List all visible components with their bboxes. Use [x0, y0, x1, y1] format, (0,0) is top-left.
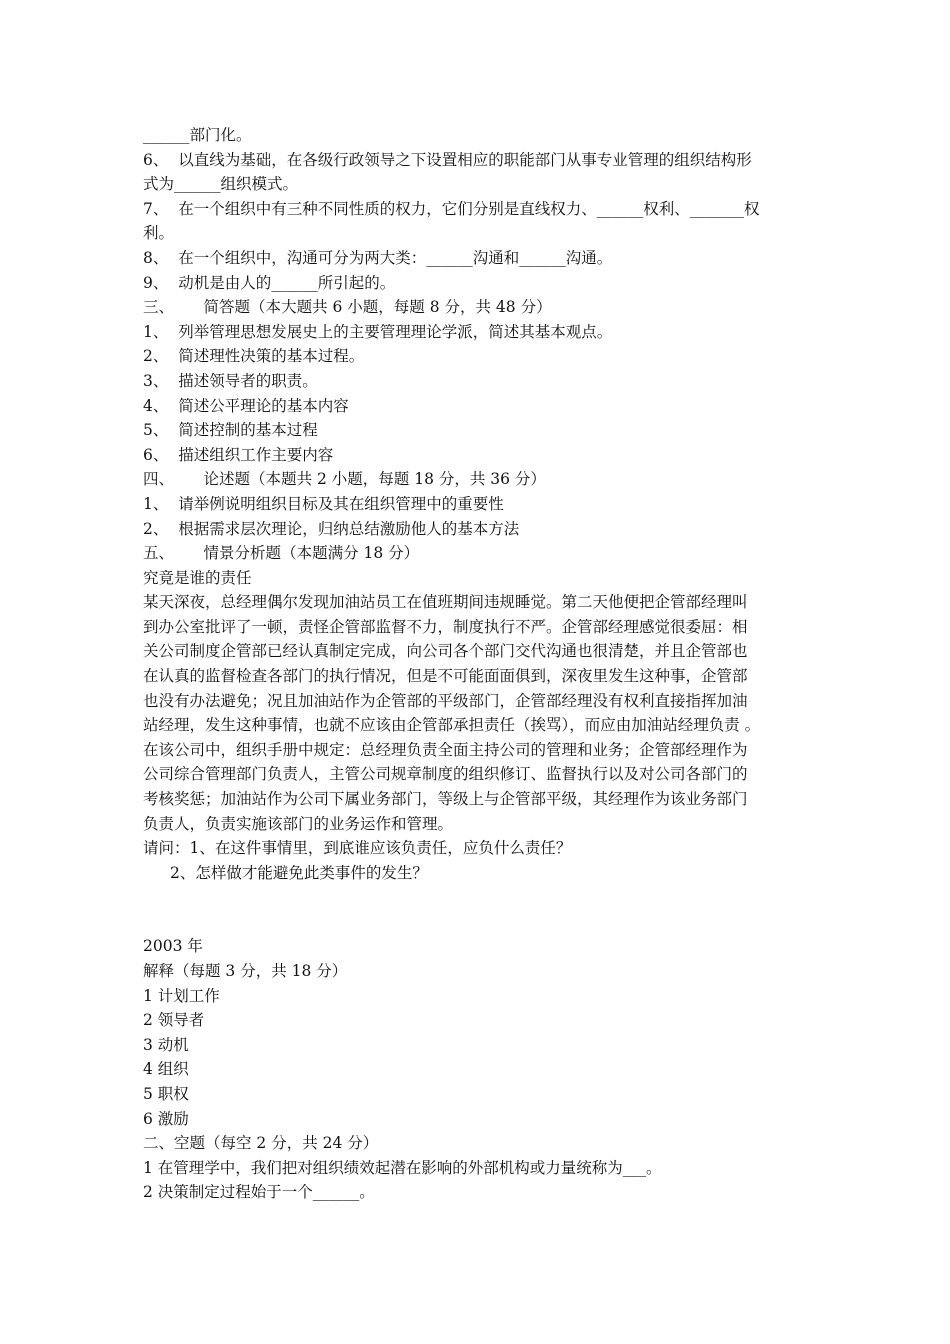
exam-text-top — [143, 123, 815, 861]
text-2003-line: 3 动机 — [143, 1035, 189, 1054]
text-line: 在该公司中，组织手册中规定：总经理负责全面主持公司的管理和业务；企管部经理作为 — [143, 740, 748, 759]
text-line: 考核奖惩；加油站作为公司下属业务部门，等级上与企管部平级，其经理作为该业务部门 — [143, 790, 748, 809]
text-line: 式为______组织模式。 — [143, 175, 299, 194]
text-line: 负责人，负责实施该部门的业务运作和管理。 — [143, 814, 454, 833]
text-line: 利。 — [143, 224, 175, 243]
text-line: 也没有办法避免；况且加油站作为企管部的平级部门，企管部经理没有权利直接指挥加油 — [143, 691, 748, 710]
text-line: 三、 简答题（本大题共 6 小题，每题 8 分，共 48 分） — [143, 298, 552, 317]
text-line: 请问：1、在这件事情里，到底谁应该负责任，应负什么责任？ — [143, 839, 572, 858]
text-line: 5、 简述控制的基本过程 — [143, 421, 318, 440]
text-line: 8、 在一个组织中，沟通可分为两大类：______沟通和______沟通。 — [143, 248, 613, 267]
text-line: 在认真的监督检查各部门的执行情况，但是不可能面面俱到，深夜里发生这种事，企管部 — [143, 667, 748, 686]
text-line: 究竟是谁的责任 — [143, 568, 252, 587]
text-2003-line: 2003 年 — [143, 937, 203, 956]
blank-gap — [143, 885, 815, 934]
text-line: 到办公室批评了一顿，责怪企管部监督不力，制度执行不严。企管部经理感觉很委屈：相 — [143, 617, 748, 636]
text-line: 关公司制度企管部已经认真制定完成，向公司各个部门交代沟通也很清楚，并且企管部也 — [143, 642, 748, 661]
text-2003-line: 解释（每题 3 分，共 18 分） — [143, 962, 348, 980]
text-line: 站经理，发生这种事情，也就不应该由企管部承担责任（挨骂），而应由加油站经理负责 。 — [143, 716, 761, 735]
text-2003-line: 2 决策制定过程始于一个______。 — [143, 1183, 375, 1202]
text-line: 2、 根据需求层次理论，归纳总结激励他人的基本方法 — [143, 519, 520, 538]
text-line: 五、 情景分析题（本题满分 18 分） — [143, 544, 420, 563]
text-line: 2、 简述理性决策的基本过程。 — [143, 347, 365, 366]
text-2003-line: 6 激励 — [143, 1109, 189, 1128]
document-page — [143, 123, 815, 1205]
text-line: 1、 列举管理思想发展史上的主要管理理论学派，简述其基本观点。 — [143, 322, 613, 341]
text-line: 6、 以直线为基础，在各级行政领导之下设置相应的职能部门从事专业管理的组织结构形 — [143, 150, 752, 169]
exam-text-2003 — [143, 934, 815, 1205]
text-2003-line: 二、空题（每空 2 分，共 24 分） — [143, 1134, 379, 1153]
text-line: 6、 描述组织工作主要内容 — [143, 445, 334, 464]
text-2003-line: 2 领导者 — [143, 1011, 205, 1030]
text-line: 公司综合管理部门负责人，主管公司规章制度的组织修订、监督执行以及对公司各部门的 — [143, 765, 748, 784]
text-line: 1、 请举例说明组织目标及其在组织管理中的重要性 — [143, 494, 504, 513]
question-2-indented: 2、怎样做才能避免此类事件的发生？ — [170, 863, 428, 882]
text-line: ______部门化。 — [143, 126, 252, 144]
text-2003-line: 5 职权 — [143, 1084, 189, 1103]
text-line: 9、 动机是由人的______所引起的。 — [143, 273, 396, 292]
text-2003-line: 4 组织 — [143, 1060, 189, 1079]
text-line: 四、 论述题（本题共 2 小题，每题 18 分，共 36 分） — [143, 470, 546, 489]
text-line: 3、 描述领导者的职责。 — [143, 371, 318, 390]
text-2003-line: 1 在管理学中，我们把对组织绩效起潜在影响的外部机构或力量统称为___。 — [143, 1158, 662, 1177]
text-line: 某天深夜，总经理偶尔发现加油站员工在值班期间违规睡觉。第二天他便把企管部经理叫 — [143, 593, 748, 612]
text-2003-line: 1 计划工作 — [143, 986, 220, 1005]
text-line: 7、 在一个组织中有三种不同性质的权力，它们分别是直线权力、______权利、_______权 — [143, 199, 760, 218]
text-line: 4、 简述公平理论的基本内容 — [143, 396, 349, 415]
